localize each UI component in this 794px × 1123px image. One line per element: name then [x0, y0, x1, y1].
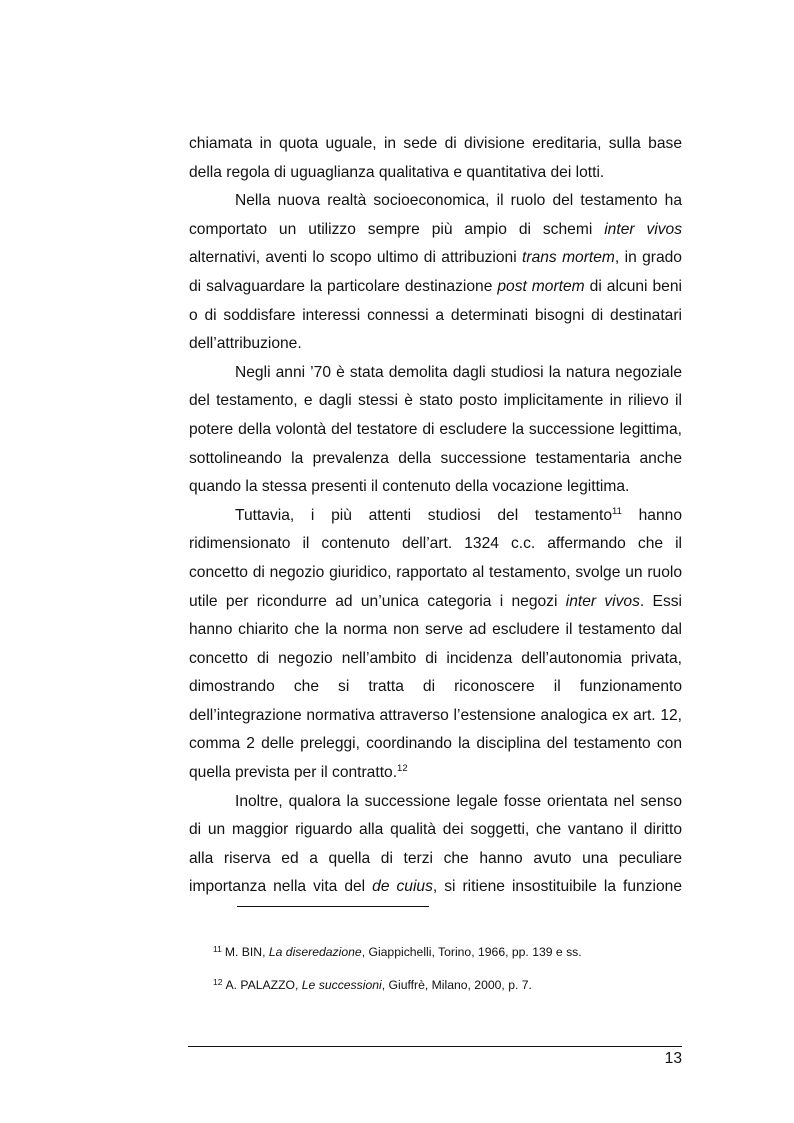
footnote-author: M. BIN, [224, 945, 269, 959]
paragraph-3 [189, 359, 682, 502]
footnote-ref-12[interactable]: 12 [397, 763, 408, 775]
paragraph-1 [189, 130, 682, 187]
paragraph-2-emphasis-2: trans mortem [522, 249, 615, 267]
paragraph-5-emphasis-1: de cuius [372, 878, 433, 896]
footnote-title: Le successioni [301, 978, 382, 992]
paragraph-4-text-1: Tuttavia, i più attenti studiosi del testamento [235, 506, 613, 524]
footnote-11 [213, 941, 582, 960]
paragraph-4-emphasis-1: inter vivos [565, 592, 640, 610]
body-text [189, 130, 682, 902]
page-number: 13 [664, 1050, 682, 1067]
footnote-title: La diseredazione [268, 945, 362, 959]
paragraph-2-text-2: alternativi, aventi lo scopo ultimo di attribuzioni [189, 249, 523, 267]
paragraph-4 [189, 502, 682, 788]
footnote-number: 12 [213, 977, 223, 987]
paragraph-5 [189, 788, 682, 902]
paragraph-2-emphasis-3: post mortem [497, 277, 585, 295]
paragraph-1-text: chiamata in quota uguale, in sede di divisione ereditaria, sulla base della regola di uguaglianza qualitativa e quantitativa dei lotti. [189, 135, 682, 181]
footnote-number: 11 [213, 944, 222, 954]
paragraph-2-emphasis-1: inter vivos [604, 220, 683, 238]
paragraph-2-text-4: di alcuni beni o di soddisfare interessi connessi a determinati bisogni di destinatari dell’attribuzione. [189, 277, 682, 353]
paragraph-2 [189, 187, 682, 359]
paragraph-2-text-3: , in grado di salvaguardare la particolare destinazione [189, 249, 682, 295]
footnote-ref-11[interactable]: 11 [612, 505, 622, 517]
paragraph-4-text-2: hanno ridimensionato il contenuto dell’art. 1324 c.c. affermando che il concetto di negozio giuridico, rapportato al testamento, svolge un ruolo utile per ricondurre ad un’unica categoria i negozi [189, 506, 682, 610]
footnote-separator [237, 906, 429, 907]
footnote-author: A. PALAZZO, [225, 978, 302, 992]
paragraph-5-text-2: , si ritiene insostituibile la funzione [432, 878, 682, 896]
footnote-12 [213, 974, 532, 993]
paragraph-2-text-1: Nella nuova realtà socioeconomica, il ruolo del testamento ha comportato un utilizzo sempre più ampio di schemi [189, 192, 682, 238]
paragraph-4-text-3: . Essi hanno chiarito che la norma non serve ad escludere il testamento dal concetto di negozio nell’ambito di incidenza dell’autonomia privata, dimostrando che si tratta di riconoscere il funzionamento dell’integrazione normativa attraverso l’estensione analogica ex art. 12, comma 2 delle preleggi, coordinando la disciplina del testamento con quella prevista per il contratto. [189, 592, 682, 782]
page-footer-rule [188, 1046, 682, 1047]
paragraph-5-text-1: Inoltre, qualora la successione legale fosse orientata nel senso di un maggior riguardo alla qualità dei soggetti, che vantano il diritto alla riserva ed a quella di terzi che hanno avuto una peculiare importanza nella vita del [189, 792, 682, 896]
footnote-rest: , Giuffrè, Milano, 2000, p. 7. [381, 978, 532, 992]
footnote-rest: , Giappichelli, Torino, 1966, pp. 139 e ss. [361, 945, 582, 959]
paragraph-3-text: Negli anni ’70 è stata demolita dagli studiosi la natura negoziale del testamento, e dagli stessi è stato posto implicitamente in rilievo il potere della volontà del testatore di escludere la successione legittima, sottolineando la prevalenza della successione testamentaria anche quando la stessa presenti il contenuto della vocazione legittima. [189, 363, 682, 496]
